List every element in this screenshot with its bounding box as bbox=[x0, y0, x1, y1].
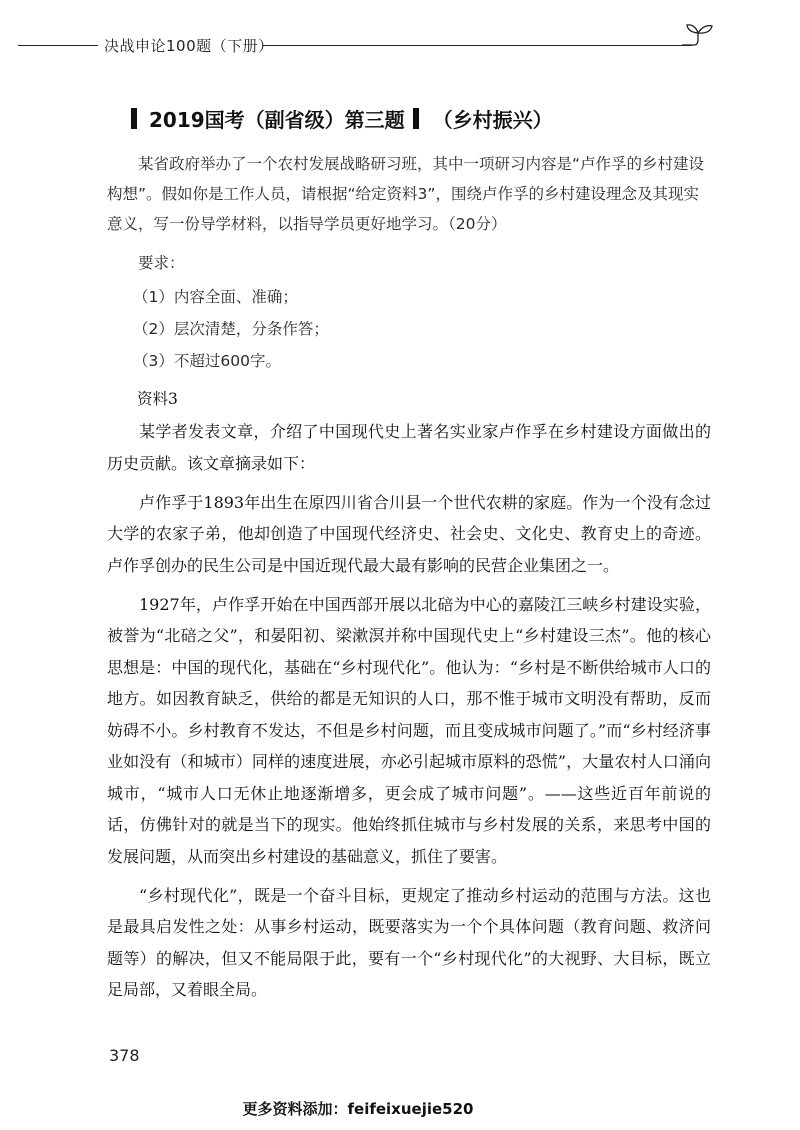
book-title: 决战申论100题（下册） bbox=[104, 37, 274, 55]
requirement-item: （2）层次清楚，分条作答； bbox=[133, 320, 329, 338]
question-title bbox=[131, 104, 553, 133]
question-title-text: 2019国考（副省级）第三题 bbox=[149, 108, 405, 132]
requirement-item: （3）不超过600字。 bbox=[133, 352, 281, 370]
requirement-item: （1）内容全面、准确； bbox=[133, 288, 298, 306]
article-paragraph: 卢作孚于1893年出生在原四川省合川县一个世代农耕的家庭。作为一个没有念过大学的农家子弟，他却创造了中国现代经济史、社会史、文化史、教育史上的奇迹。卢作孚创办的民生公司是中国近现代最大最有影响的民营企业集团之一。 bbox=[107, 492, 711, 575]
sprout-icon bbox=[680, 20, 716, 50]
material-label: 资料3 bbox=[137, 390, 178, 408]
article-paragraph: 1927年，卢作孚开始在中国西部开展以北碚为中心的嘉陵江三峡乡村建设实验，被誉为“北碚之父”，和晏阳初、梁漱溟并称中国现代史上“乡村建设三杰”。他的核心思想是：中国的现代化，基础在“乡村现代化”。他认为：“乡村是不断供给城市人口的地方。如因教育缺乏，供给的都是无知识的人口，那不惟于城市文明没有帮助，反而妨碍不小。乡村教育不发达，不但是乡村问题，而且变成城市问题了。”而“乡村经济事业如没有（和城市）同样的速度进展，亦必引起城市原料的恐慌”，大量农村人口涌向城市，“城市人口无休止地逐渐增多，更会成了城市问题”。——这些近百年前说的话，仿佛针对的就是当下的现实。他始终抓住城市与乡村发展的关系，来思考中国的发展问题，从而突出乡村建设的基础意义，抓住了要害。 bbox=[107, 594, 711, 866]
title-marker-left bbox=[131, 108, 137, 129]
title-marker-right bbox=[413, 108, 419, 129]
header-rule-right bbox=[262, 45, 692, 46]
requirements-label: 要求： bbox=[138, 254, 185, 272]
material-article bbox=[107, 416, 711, 1013]
footer-note: 更多资料添加：feifeixuejie520 bbox=[242, 1100, 474, 1118]
question-prompt: 某省政府举办了一个农村发展战略研习班，其中一项研习内容是“卢作孚的乡村建设构想”。假如你是工作人员，请根据“给定资料3”，围绕卢作孚的乡村建设理念及其现实意义，写一份导学材料，以指导学员更好地学习。（20分） bbox=[107, 155, 705, 233]
article-paragraph: “乡村现代化”，既是一个奋斗目标，更规定了推动乡村运动的范围与方法。这也是最具启发性之处：从事乡村运动，既要落实为一个个具体问题（教育问题、救济问题等）的解决，但又不能局限于此，要有一个“乡村现代化”的大视野、大目标，既立足局部，又着眼全局。 bbox=[107, 885, 711, 999]
question-topic: （乡村振兴） bbox=[432, 108, 553, 132]
page-number: 378 bbox=[109, 1046, 140, 1065]
article-paragraph: 某学者发表文章，介绍了中国现代史上著名实业家卢作孚在乡村建设方面做出的历史贡献。该文章摘录如下： bbox=[107, 422, 711, 473]
header-rule-left bbox=[18, 45, 98, 46]
requirements-list bbox=[133, 281, 329, 377]
